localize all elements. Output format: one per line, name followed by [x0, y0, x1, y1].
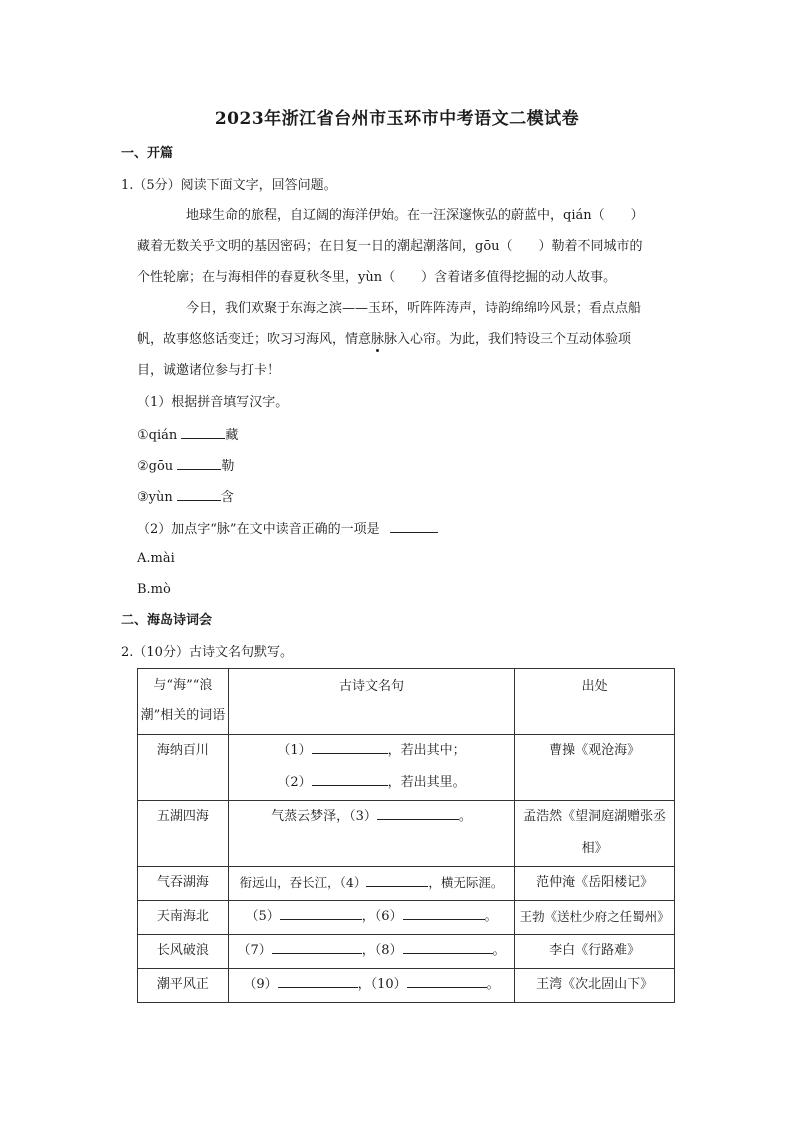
q2-stem: 2.（10分）古诗文名句默写。 — [121, 645, 293, 660]
row-source: 李白《行路难》 — [515, 935, 675, 969]
q1-item-2 — [137, 455, 234, 477]
table-row — [138, 969, 675, 1003]
line-text: 。 — [486, 977, 500, 992]
answer-blank[interactable] — [366, 872, 428, 887]
blank-number: （7） — [237, 943, 272, 958]
line-text: 气蒸云梦泽，（3） — [271, 809, 377, 824]
answer-blank[interactable] — [312, 739, 388, 754]
q1-p2-line3: 目，诚邀诸位参与打卡！ — [137, 363, 281, 378]
q1-p2-line2-a: 帆，故事悠悠话变迁；吹习习海风，情意 — [137, 332, 372, 347]
row-word: 气吞湖海 — [138, 867, 229, 901]
poem-table — [137, 668, 675, 1003]
header-lines: 古诗文名句 — [228, 669, 514, 735]
item-suffix: 勒 — [221, 459, 235, 474]
blank-number: ，（8） — [361, 943, 403, 958]
row-source: 王勃《送杜少府之任蜀州》 — [515, 901, 675, 935]
line-text: ，若出其里。 — [387, 775, 466, 790]
blank-number: （5） — [245, 909, 280, 924]
item-suffix: 藏 — [225, 428, 239, 443]
row-lines — [228, 901, 514, 935]
table-row — [138, 867, 675, 901]
q1-p1-line1: 地球生命的旅程，自辽阔的海洋伊始。在一汪深邃恢弘的蔚蓝中，qián（ ） — [186, 208, 644, 223]
exam-title: 2023年浙江省台州市玉环市中考语文二模试卷 — [214, 109, 580, 129]
line-1 — [231, 735, 512, 767]
row-source: 曹操《观沧海》 — [515, 735, 675, 801]
row-source: 范仲淹《岳阳楼记》 — [515, 867, 675, 901]
item-pinyin: gōu — [148, 459, 174, 474]
blank-number: （1） — [277, 743, 312, 758]
q1-p2-line2-b: 脉入心帘。为此，我们特设三个互动体验项 — [384, 332, 632, 347]
line-text: 。 — [484, 909, 498, 924]
table-row — [138, 801, 675, 867]
answer-blank[interactable] — [312, 771, 388, 786]
answer-blank[interactable] — [272, 939, 362, 954]
header-source: 出处 — [515, 669, 675, 735]
blank-number: （9） — [243, 977, 278, 992]
item-pinyin: yùn — [148, 490, 173, 505]
table-row — [138, 735, 675, 801]
item-mark: ② — [137, 459, 149, 474]
answer-blank[interactable] — [390, 518, 438, 533]
header-words: 与“海”“浪潮”相关的词语 — [138, 669, 229, 735]
answer-blank[interactable] — [377, 805, 459, 820]
row-lines — [228, 969, 514, 1003]
answer-blank[interactable] — [177, 455, 221, 470]
answer-blank[interactable] — [177, 486, 221, 501]
q1-p2-line1: 今日，我们欢聚于东海之滨——玉环，听阵阵涛声，诗韵绵绵吟风景；看点点船 — [186, 301, 642, 316]
q1-sub2-text: （2）加点字“脉”在文中读音正确的一项是 — [137, 522, 380, 537]
q1-item-3 — [137, 486, 234, 508]
row-word: 天南海北 — [138, 901, 229, 935]
row-word: 海纳百川 — [138, 735, 229, 801]
row-word: 长风破浪 — [138, 935, 229, 969]
row-lines — [228, 801, 514, 867]
answer-blank[interactable] — [407, 973, 487, 988]
answer-blank[interactable] — [278, 973, 358, 988]
answer-blank[interactable] — [403, 905, 485, 920]
table-header-row — [138, 669, 675, 735]
blank-number: （2） — [277, 775, 312, 790]
q1-p2-line2 — [137, 330, 631, 350]
item-mark: ① — [137, 428, 149, 443]
q1-stem: 1.（5分）阅读下面文字，回答问题。 — [121, 178, 337, 193]
q1-sub2 — [137, 518, 438, 540]
line-text: ，若出其中； — [387, 743, 466, 758]
row-lines — [228, 867, 514, 901]
item-suffix: 含 — [220, 490, 234, 505]
table-row — [138, 901, 675, 935]
table-row — [138, 935, 675, 969]
q1-item-1 — [137, 424, 238, 446]
q1-p1-line3: 个性轮廓；在与海相伴的春夏秋冬里，yùn（ ）含着诸多值得挖掘的动人故事。 — [137, 270, 617, 285]
row-lines — [228, 935, 514, 969]
dotted-char-mai: 脉 — [371, 332, 385, 347]
answer-blank[interactable] — [181, 424, 225, 439]
q1-p1-line2: 藏着无数关乎文明的基因密码；在日复一日的潮起潮落间，gōu（ ）勒着不同城市的 — [137, 239, 643, 254]
row-word: 潮平风正 — [138, 969, 229, 1003]
answer-blank[interactable] — [280, 905, 362, 920]
row-source: 孟浩然《望洞庭湖赠张丞相》 — [515, 801, 675, 867]
line-text: 。 — [492, 943, 506, 958]
line-text: ，横无际涯。 — [428, 875, 504, 890]
row-source: 王湾《次北固山下》 — [515, 969, 675, 1003]
blank-number: ，（6） — [361, 909, 403, 924]
row-lines — [228, 735, 514, 801]
item-pinyin: qián — [148, 428, 178, 443]
answer-blank[interactable] — [403, 939, 493, 954]
section-2-heading: 二、海岛诗词会 — [121, 613, 213, 628]
line-2 — [231, 767, 512, 799]
item-mark: ③ — [137, 490, 149, 505]
section-1-heading: 一、开篇 — [121, 146, 174, 161]
row-word: 五湖四海 — [138, 801, 229, 867]
q1-sub1: （1）根据拼音填写汉字。 — [137, 395, 289, 410]
blank-number: ，（10） — [357, 977, 407, 992]
line-text: 。 — [458, 809, 472, 824]
q1-option-b: B.mò — [137, 582, 171, 597]
line-text: 衔远山，吞长江，（4） — [239, 875, 367, 890]
q1-option-a: A.mài — [137, 551, 175, 566]
